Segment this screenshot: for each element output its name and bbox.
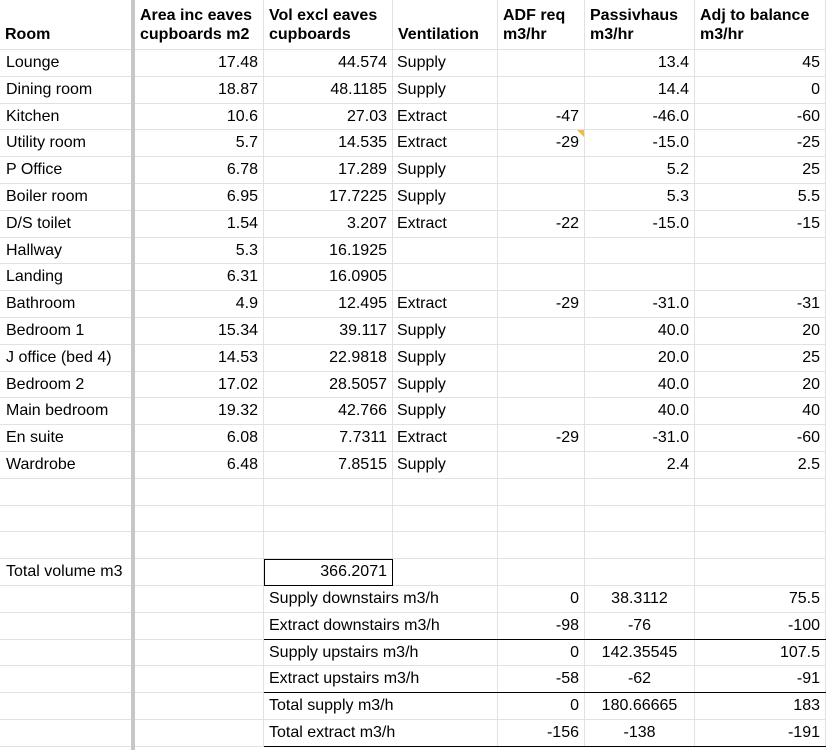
adf-cell[interactable] (498, 345, 585, 372)
empty-cell[interactable] (393, 479, 498, 506)
summary-label[interactable]: Extract upstairs m3/h (264, 666, 498, 693)
area-cell[interactable]: 5.3 (135, 238, 264, 265)
empty-cell[interactable] (135, 640, 264, 667)
room-name-cell[interactable]: Main bedroom (0, 398, 135, 425)
summary-adf[interactable]: 0 (498, 640, 585, 667)
adjust-cell[interactable]: 20 (695, 318, 826, 345)
volume-cell[interactable]: 16.1925 (264, 238, 393, 265)
adjust-cell[interactable]: 0 (695, 77, 826, 104)
adf-cell[interactable] (498, 238, 585, 265)
passivhaus-cell[interactable]: 2.4 (585, 452, 695, 479)
empty-cell[interactable] (585, 532, 695, 559)
area-cell[interactable]: 6.31 (135, 264, 264, 291)
passivhaus-cell[interactable]: 40.0 (585, 318, 695, 345)
room-name-cell[interactable]: P Office (0, 157, 135, 184)
room-name-cell[interactable]: En suite (0, 425, 135, 452)
room-name-cell[interactable]: Bedroom 1 (0, 318, 135, 345)
ventilation-cell[interactable]: Supply (393, 184, 498, 211)
adf-cell[interactable]: -47 (498, 104, 585, 131)
frozen-column-divider[interactable] (131, 0, 135, 750)
ventilation-cell[interactable]: Extract (393, 130, 498, 157)
area-cell[interactable]: 17.48 (135, 50, 264, 77)
summary-label[interactable]: Total supply m3/h (264, 693, 498, 720)
adjust-cell[interactable]: -15 (695, 211, 826, 238)
passivhaus-cell[interactable]: 13.4 (585, 50, 695, 77)
adf-cell[interactable] (498, 50, 585, 77)
adjust-cell[interactable]: 20 (695, 372, 826, 399)
volume-cell[interactable]: 39.117 (264, 318, 393, 345)
empty-cell[interactable] (498, 532, 585, 559)
ventilation-cell[interactable]: Supply (393, 398, 498, 425)
summary-passivhaus[interactable]: 38.3112 (585, 586, 695, 613)
area-cell[interactable]: 6.78 (135, 157, 264, 184)
area-cell[interactable]: 17.02 (135, 372, 264, 399)
summary-separator-line (264, 692, 826, 693)
room-name-cell[interactable]: J office (bed 4) (0, 345, 135, 372)
volume-cell[interactable]: 17.7225 (264, 184, 393, 211)
summary-passivhaus[interactable]: -138 (585, 720, 695, 747)
volume-cell[interactable]: 14.535 (264, 130, 393, 157)
header-room[interactable] (0, 0, 135, 50)
ventilation-cell[interactable]: Extract (393, 104, 498, 131)
empty-cell[interactable] (393, 532, 498, 559)
adf-cell[interactable]: -29 (498, 291, 585, 318)
passivhaus-cell[interactable]: -31.0 (585, 425, 695, 452)
ventilation-cell[interactable]: Extract (393, 211, 498, 238)
empty-cell[interactable] (135, 613, 264, 640)
ventilation-cell[interactable]: Supply (393, 372, 498, 399)
adf-cell[interactable]: -29 (498, 130, 585, 157)
summary-label[interactable]: Supply downstairs m3/h (264, 586, 498, 613)
room-name-cell[interactable]: Kitchen (0, 104, 135, 131)
empty-cell[interactable] (0, 666, 135, 693)
adf-cell[interactable]: -22 (498, 211, 585, 238)
empty-cell[interactable] (135, 720, 264, 747)
adjust-cell[interactable] (695, 238, 826, 265)
header-passivhaus-line2: m3/hr (590, 26, 634, 43)
ventilation-cell[interactable] (393, 238, 498, 265)
volume-cell[interactable]: 48.1185 (264, 77, 393, 104)
comment-marker-icon[interactable] (577, 130, 584, 137)
adf-cell[interactable] (498, 157, 585, 184)
room-name-cell[interactable]: Wardrobe (0, 452, 135, 479)
header-adjust-line2: m3/hr (700, 26, 744, 43)
volume-cell[interactable]: 3.207 (264, 211, 393, 238)
empty-cell[interactable] (264, 532, 393, 559)
volume-cell[interactable]: 12.495 (264, 291, 393, 318)
summary-adjust[interactable]: 75.5 (695, 586, 826, 613)
adjust-cell[interactable]: 5.5 (695, 184, 826, 211)
passivhaus-cell[interactable]: 14.4 (585, 77, 695, 104)
adf-cell[interactable] (498, 398, 585, 425)
volume-cell[interactable]: 27.03 (264, 104, 393, 131)
summary-adf[interactable]: -156 (498, 720, 585, 747)
passivhaus-cell[interactable] (585, 264, 695, 291)
header-volume-line1: Vol excl eaves (269, 7, 378, 24)
empty-cell[interactable] (498, 506, 585, 533)
empty-cell[interactable] (695, 559, 826, 586)
summary-passivhaus[interactable]: 142.35545 (585, 640, 695, 667)
empty-cell[interactable] (585, 559, 695, 586)
ventilation-cell[interactable]: Supply (393, 452, 498, 479)
header-room-text: Room (5, 26, 51, 43)
adjust-cell[interactable]: 2.5 (695, 452, 826, 479)
header-volume[interactable] (264, 0, 393, 50)
adjust-cell[interactable]: -60 (695, 104, 826, 131)
empty-cell[interactable] (135, 586, 264, 613)
room-name-cell[interactable]: Hallway (0, 238, 135, 265)
summary-adf[interactable]: 0 (498, 586, 585, 613)
empty-cell[interactable] (264, 506, 393, 533)
ventilation-cell[interactable]: Supply (393, 50, 498, 77)
ventilation-cell[interactable]: Supply (393, 345, 498, 372)
area-cell[interactable]: 1.54 (135, 211, 264, 238)
header-adf[interactable] (498, 0, 585, 50)
volume-cell[interactable]: 42.766 (264, 398, 393, 425)
area-cell[interactable]: 14.53 (135, 345, 264, 372)
empty-cell[interactable] (695, 506, 826, 533)
empty-cell[interactable] (135, 532, 264, 559)
volume-cell[interactable]: 16.0905 (264, 264, 393, 291)
passivhaus-cell[interactable]: 40.0 (585, 398, 695, 425)
empty-cell[interactable] (585, 506, 695, 533)
adf-cell[interactable] (498, 77, 585, 104)
adf-cell[interactable] (498, 452, 585, 479)
empty-cell[interactable] (0, 506, 135, 533)
header-ventilation[interactable] (393, 0, 498, 50)
passivhaus-cell[interactable]: -46.0 (585, 104, 695, 131)
summary-separator-line (264, 639, 826, 640)
ventilation-cell[interactable]: Extract (393, 425, 498, 452)
area-cell[interactable]: 18.87 (135, 77, 264, 104)
summary-adjust[interactable]: 183 (695, 693, 826, 720)
volume-cell[interactable]: 44.574 (264, 50, 393, 77)
adf-cell[interactable] (498, 264, 585, 291)
header-area-line2: cupboards m2 (140, 26, 250, 43)
adf-cell[interactable] (498, 318, 585, 345)
volume-cell[interactable]: 17.289 (264, 157, 393, 184)
volume-cell[interactable]: 7.8515 (264, 452, 393, 479)
summary-passivhaus[interactable]: 180.66665 (585, 693, 695, 720)
area-cell[interactable]: 4.9 (135, 291, 264, 318)
room-name-cell[interactable]: Landing (0, 264, 135, 291)
adjust-cell[interactable]: -25 (695, 130, 826, 157)
header-adjust[interactable] (695, 0, 826, 50)
summary-adjust[interactable]: 107.5 (695, 640, 826, 667)
empty-cell[interactable] (135, 666, 264, 693)
header-adjust-line1: Adj to balance (700, 7, 810, 24)
summary-adf[interactable]: -58 (498, 666, 585, 693)
volume-cell[interactable]: 7.7311 (264, 425, 393, 452)
summary-label[interactable]: Total extract m3/h (264, 720, 498, 747)
empty-cell[interactable] (0, 693, 135, 720)
empty-cell[interactable] (0, 586, 135, 613)
empty-cell[interactable] (135, 559, 264, 586)
adjust-cell[interactable]: 40 (695, 398, 826, 425)
room-name-cell[interactable]: D/S toilet (0, 211, 135, 238)
summary-adjust[interactable]: -191 (695, 720, 826, 747)
empty-cell[interactable] (498, 559, 585, 586)
passivhaus-cell[interactable]: 5.2 (585, 157, 695, 184)
empty-cell[interactable] (264, 479, 393, 506)
empty-cell[interactable] (695, 479, 826, 506)
empty-cell[interactable] (0, 720, 135, 747)
room-name-cell[interactable]: Dining room (0, 77, 135, 104)
area-cell[interactable]: 6.95 (135, 184, 264, 211)
adjust-cell[interactable]: -31 (695, 291, 826, 318)
room-name-cell[interactable]: Utility room (0, 130, 135, 157)
room-name-cell[interactable]: Bedroom 2 (0, 372, 135, 399)
empty-cell[interactable] (585, 479, 695, 506)
header-area-line1: Area inc eaves (140, 7, 253, 24)
empty-cell[interactable] (0, 532, 135, 559)
total-volume-box (264, 559, 393, 586)
summary-adf[interactable]: -98 (498, 613, 585, 640)
area-cell[interactable]: 15.34 (135, 318, 264, 345)
passivhaus-cell[interactable]: -31.0 (585, 291, 695, 318)
empty-cell[interactable] (393, 559, 498, 586)
adf-cell[interactable]: -29 (498, 425, 585, 452)
adjust-cell[interactable]: 25 (695, 345, 826, 372)
passivhaus-cell[interactable]: -15.0 (585, 211, 695, 238)
ventilation-cell[interactable] (393, 264, 498, 291)
room-name-cell[interactable]: Bathroom (0, 291, 135, 318)
summary-passivhaus[interactable]: -76 (585, 613, 695, 640)
header-passivhaus-line1: Passivhaus (590, 7, 679, 24)
empty-cell[interactable] (135, 479, 264, 506)
passivhaus-cell[interactable]: 5.3 (585, 184, 695, 211)
summary-adjust[interactable]: -91 (695, 666, 826, 693)
summary-separator-line (264, 746, 826, 747)
room-name-cell[interactable]: Boiler room (0, 184, 135, 211)
area-cell[interactable]: 19.32 (135, 398, 264, 425)
summary-label[interactable]: Extract downstairs m3/h (264, 613, 498, 640)
total-volume-label[interactable]: Total volume m3 (0, 559, 135, 586)
adjust-cell[interactable]: 45 (695, 50, 826, 77)
area-cell[interactable]: 6.08 (135, 425, 264, 452)
header-passivhaus[interactable] (585, 0, 695, 50)
volume-cell[interactable]: 28.5057 (264, 372, 393, 399)
area-cell[interactable]: 6.48 (135, 452, 264, 479)
summary-adf[interactable]: 0 (498, 693, 585, 720)
header-adf-line1: ADF req (503, 7, 566, 24)
ventilation-cell[interactable]: Extract (393, 291, 498, 318)
adjust-cell[interactable]: 25 (695, 157, 826, 184)
adf-cell[interactable] (498, 184, 585, 211)
adjust-cell[interactable] (695, 264, 826, 291)
empty-cell[interactable] (393, 506, 498, 533)
volume-cell[interactable]: 22.9818 (264, 345, 393, 372)
passivhaus-cell[interactable]: 20.0 (585, 345, 695, 372)
ventilation-cell[interactable]: Supply (393, 77, 498, 104)
summary-adjust[interactable]: -100 (695, 613, 826, 640)
room-name-cell[interactable]: Lounge (0, 50, 135, 77)
empty-cell[interactable] (135, 693, 264, 720)
ventilation-cell[interactable]: Supply (393, 318, 498, 345)
empty-cell[interactable] (695, 532, 826, 559)
passivhaus-cell[interactable] (585, 238, 695, 265)
empty-cell[interactable] (135, 506, 264, 533)
header-ventilation-text: Ventilation (398, 26, 479, 43)
adf-cell[interactable] (498, 372, 585, 399)
empty-cell[interactable] (498, 479, 585, 506)
summary-label[interactable]: Supply upstairs m3/h (264, 640, 498, 667)
header-volume-line2: cupboards (269, 26, 351, 43)
passivhaus-cell[interactable]: -15.0 (585, 130, 695, 157)
header-area[interactable] (135, 0, 264, 50)
summary-passivhaus[interactable]: -62 (585, 666, 695, 693)
header-adf-line2: m3/hr (503, 26, 547, 43)
empty-cell[interactable] (0, 479, 135, 506)
empty-cell[interactable] (0, 613, 135, 640)
ventilation-cell[interactable]: Supply (393, 157, 498, 184)
adjust-cell[interactable]: -60 (695, 425, 826, 452)
empty-cell[interactable] (0, 640, 135, 667)
area-cell[interactable]: 10.6 (135, 104, 264, 131)
area-cell[interactable]: 5.7 (135, 130, 264, 157)
total-volume-value[interactable]: 366.2071 (264, 559, 393, 586)
passivhaus-cell[interactable]: 40.0 (585, 372, 695, 399)
